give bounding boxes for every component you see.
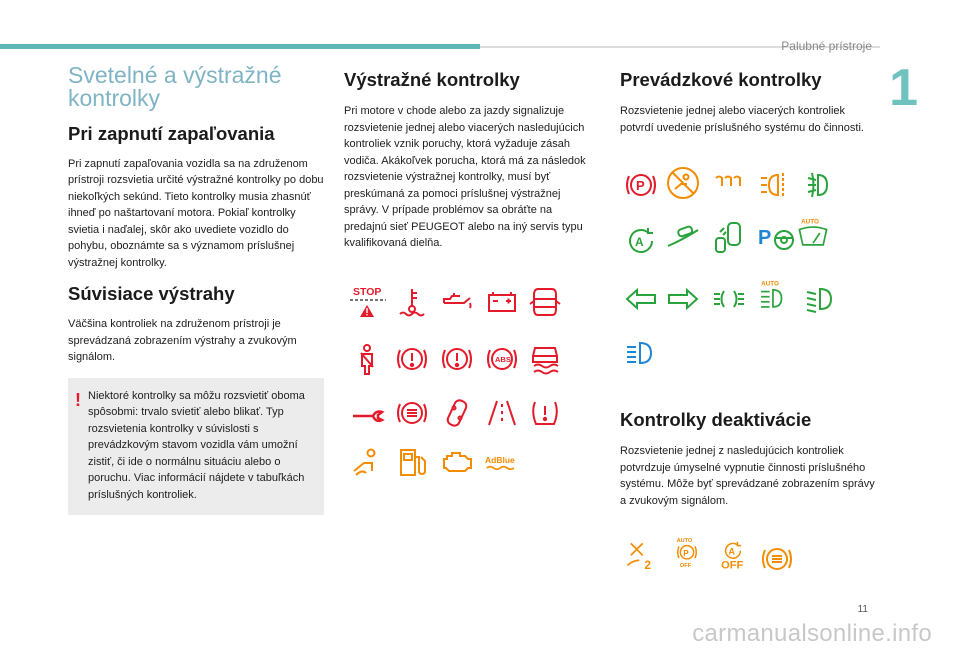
tyre-pressure-icon — [528, 396, 562, 430]
abs-label: ABS — [495, 355, 511, 364]
left-indicator-icon — [624, 282, 658, 316]
column-operating-lamps — [620, 64, 880, 148]
exclamation-icon: ! — [75, 389, 81, 410]
engine-check-icon — [440, 445, 474, 479]
heading-ignition: Pri zapnutí zapaľovania — [68, 122, 275, 144]
seatbelt-icon — [350, 342, 384, 376]
note-text: Niektoré kontrolky sa môžu rozsvietiť oboma spôsobmi: trvalo svietiť alebo blikať. Typ rozsvietenia kontrolky v súvislosti s prevádzkovým stavom vozidla vám umožní zistiť, či ide o normálnu situáciu alebo o poruchu. Viac informácií nájdete v tabuľkách príslušných kontroliek. — [88, 389, 305, 501]
off-label: OFF — [679, 563, 692, 570]
p-label: P — [636, 178, 645, 193]
two-label: 2 — [644, 557, 652, 572]
chapter-number: 1 — [889, 59, 918, 117]
heading-related-alerts: Súvisiace výstrahy — [68, 283, 235, 305]
front-fog-light-icon — [804, 168, 838, 202]
auto-wipers-icon — [796, 216, 836, 256]
note-box — [68, 378, 324, 516]
coolant-temperature-icon — [395, 285, 429, 319]
oil-pressure-icon — [440, 285, 474, 319]
auto-label: AUTO — [761, 280, 780, 288]
paragraph-warning-lamps: Pri motore v chode alebo za jazdy signalizuje rozsvietenie jednej alebo viacerých nasledujúcich kontroliek vznik poruchy, ktorá vyžaduje zásah vodiča. Akákoľvek porucha, ktorá má za následok rozsvietenie výstražnej kontrolky, musí byť preskúmaná za pomoci príslušnej výstražnej správy. V prípade problémov sa obráťte na predajnú sieť PEUGEOT alebo na iný servis typu kvalifikovaná dielňa. — [344, 105, 586, 249]
column-deactivation-lamps — [620, 404, 880, 521]
auto-headlights-icon — [756, 278, 796, 318]
stop-icon — [350, 285, 384, 319]
lane-keep-icon — [712, 220, 746, 254]
park-assist-icon — [666, 220, 700, 254]
adblue-icon — [485, 445, 525, 479]
power-steering-icon — [440, 396, 474, 430]
fuel-pump-icon — [395, 445, 429, 479]
active-braking-off-icon — [760, 542, 796, 578]
dipped-beam-icon — [804, 282, 838, 316]
stop-start-icon — [624, 224, 658, 258]
off-label: OFF — [721, 559, 744, 572]
glow-plug-icon — [712, 168, 746, 202]
parking-brake-applied-icon — [624, 168, 658, 202]
adblue-label: AdBlue — [485, 454, 515, 465]
cruise-control-icon — [758, 220, 792, 254]
stability-off-icon — [624, 540, 664, 580]
parking-brake-icon — [395, 342, 429, 376]
p-label: P — [683, 548, 689, 558]
sidelights-icon — [712, 282, 746, 316]
right-indicator-icon — [666, 282, 700, 316]
brake-warning-icon — [440, 342, 474, 376]
rear-fog-light-icon — [758, 168, 792, 202]
stop-label: STOP — [353, 286, 382, 298]
main-beam-icon — [624, 336, 658, 370]
column-warning-lamps — [344, 64, 594, 264]
battery-icon — [485, 285, 519, 319]
heading-operating-lamps: Prevádzkové kontrolky — [620, 69, 822, 90]
a-label: A — [728, 546, 735, 557]
auto-park-brake-off-icon — [670, 536, 710, 582]
header-accent-bar — [0, 44, 480, 49]
section-header: Palubné prístroje — [781, 39, 872, 53]
auto-label: AUTO — [676, 537, 693, 544]
column-intro — [68, 64, 324, 515]
paragraph-deactivation-lamps: Rozsvietenie jednej z nasledujúcich kontroliek potvrdzuje úmyselné vypnutie činnosti príslušného systému. Môže byť sprevádzané zobrazením správy a zvukovým signálom. — [620, 445, 875, 507]
watermark: carmanualsonline.info — [692, 620, 932, 647]
stability-control-icon — [528, 342, 562, 376]
heading-warning-lamps: Výstražné kontrolky — [344, 69, 520, 90]
service-wrench-icon — [350, 396, 384, 430]
airbag-icon — [350, 445, 384, 479]
stop-start-off-icon — [716, 536, 756, 582]
lane-warning-icon — [485, 396, 519, 430]
door-open-icon — [528, 285, 562, 319]
airbag-off-icon — [666, 166, 704, 204]
heading-deactivation-lamps: Kontrolky deaktivácie — [620, 409, 812, 430]
paragraph-related-alerts: Väčšina kontroliek na združenom prístroji je sprevádzaná zobrazením výstrahy a zvukovým signálom. — [68, 318, 297, 364]
paragraph-operating-lamps: Rozsvietenie jednej alebo viacerých kontroliek potvrdí uvedenie príslušného systému do činnosti. — [620, 105, 864, 134]
svg-text:P: P — [758, 227, 772, 249]
brake-pad-icon — [395, 396, 429, 430]
a-label: A — [635, 235, 644, 249]
page-number: 11 — [857, 604, 868, 615]
paragraph-ignition: Pri zapnutí zapaľovania vozidla sa na združenom prístroji rozsvietia určité výstražné kontrolky po dobu niekoľkých sekúnd. Tieto kontrolky musia zhasnúť ihneď po naštartovaní motora. Pokiaľ kontrolky svietia i naďalej, skôr ako uvediete vozidlo do pohybu, oboznámte sa s významom príslušnej výstražnej kontrolky. — [68, 157, 324, 269]
auto-label: AUTO — [801, 218, 820, 226]
abs-icon — [485, 342, 519, 376]
page-title: Svetelné a výstražné kontrolky — [68, 62, 282, 112]
